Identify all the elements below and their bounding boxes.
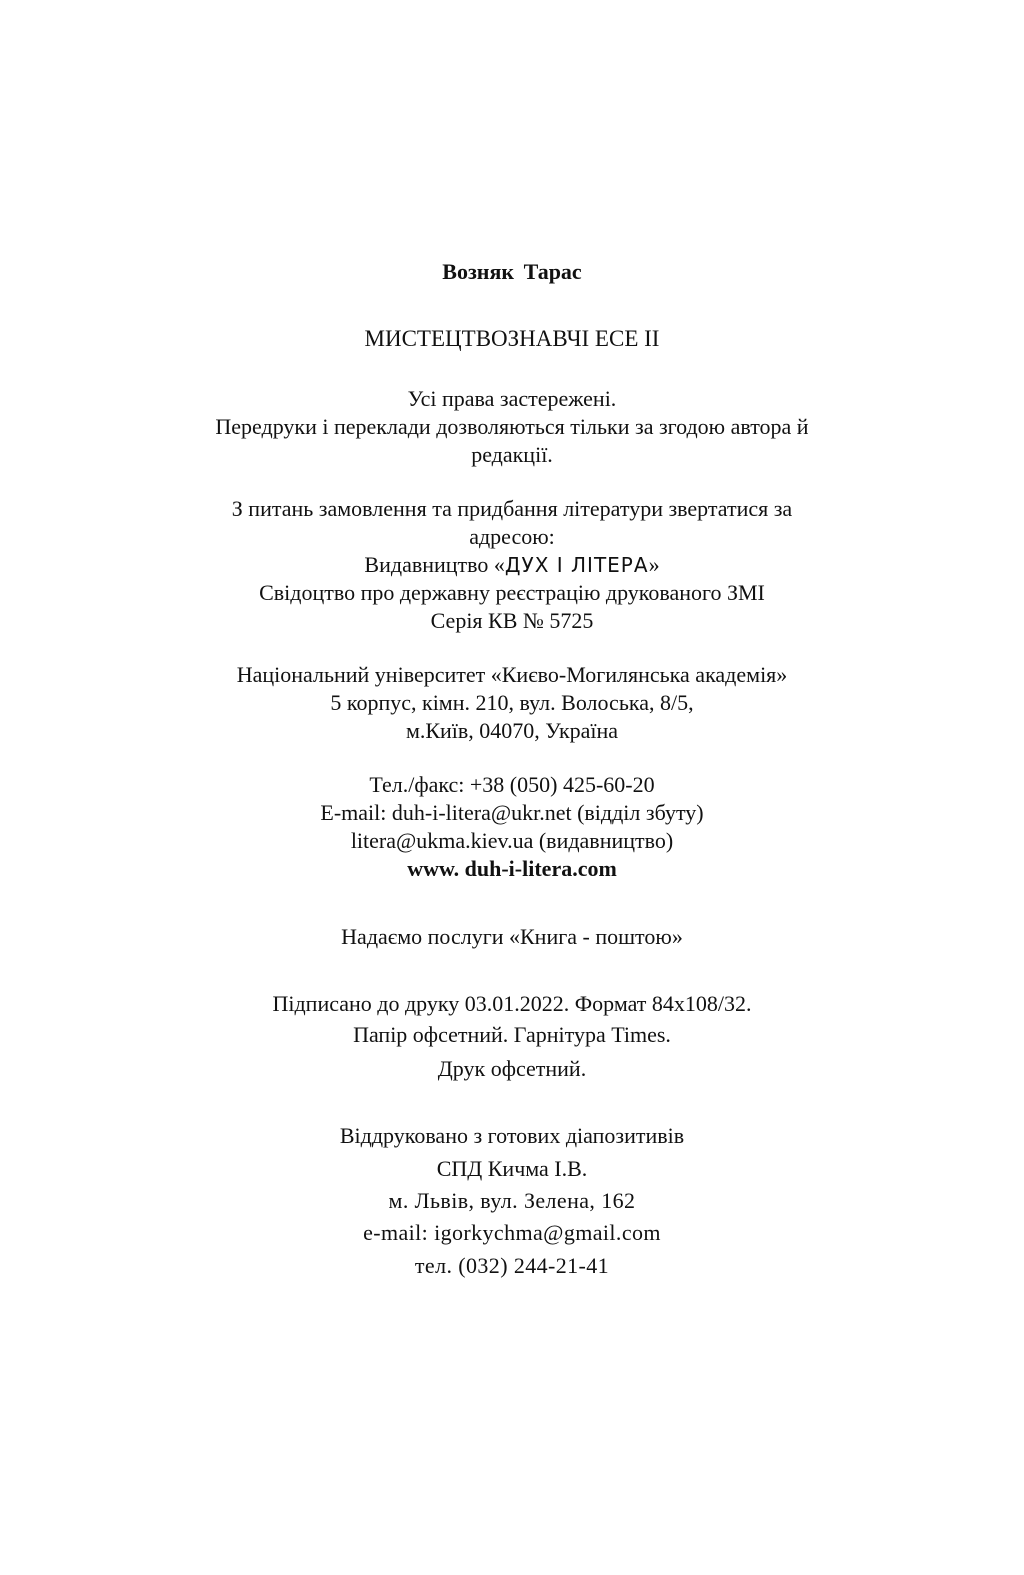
printer-email-line: e-mail: igorkychma@gmail.com: [363, 1220, 661, 1245]
publisher-brand: ДУХ І ЛІТЕРА: [504, 553, 649, 577]
printing-line: Друк офсетний.: [437, 1056, 587, 1081]
rights-line-3: редакції.: [471, 442, 553, 467]
certificate-line: Свідоцтво про державну реєстрацію друкованого ЗМІ: [259, 580, 765, 605]
series-line: Серія КВ № 5725: [430, 608, 594, 633]
order-line-2: адресою:: [469, 524, 555, 549]
publisher-prefix: Видавництво «: [364, 552, 505, 577]
printer-address-line: м. Львів, вул. Зелена, 162: [388, 1188, 636, 1213]
publisher-line: [0, 551, 1024, 579]
book-title: МИСТЕЦТВОЗНАВЧІ ЕСЕ II: [364, 326, 660, 351]
signed-line: Підписано до друку 03.01.2022. Формат 84х108/32.: [272, 991, 752, 1016]
publisher-suffix: »: [648, 552, 660, 577]
order-line-1: З питань замовлення та придбання літератури звертатися за: [231, 496, 793, 521]
rights-line-1: Усі права застережені.: [407, 386, 617, 411]
author-name: Возняк Тарас: [442, 259, 582, 284]
university-line: Національний університет «Києво-Могилянська академія»: [236, 662, 788, 687]
phone-line: Тел./факс: +38 (050) 425-60-20: [369, 772, 655, 797]
email-sales-line: E-mail: duh-i-litera@ukr.net (відділ збуту): [320, 800, 704, 825]
paper-line: Папір офсетний. Гарнітура Times.: [353, 1022, 671, 1047]
building-line: 5 корпус, кімн. 210, вул. Волоська, 8/5,: [330, 690, 694, 715]
rights-line-2: Передруки і переклади дозволяються тільки за згодою автора й: [215, 414, 809, 439]
services-line: Надаємо послуги «Книга - поштою»: [341, 924, 683, 949]
email-publisher-line: litera@ukma.kiev.ua (видавництво): [350, 828, 674, 853]
printer-name-line: СПД Кичма І.В.: [436, 1156, 588, 1181]
printer-phone-line: тел. (032) 244-21-41: [414, 1253, 610, 1278]
printer-line-1: Віддруковано з готових діапозитивів: [339, 1123, 685, 1148]
website-line: www. duh-i-litera.com: [407, 856, 617, 881]
city-line: м.Київ, 04070, Україна: [405, 718, 619, 743]
